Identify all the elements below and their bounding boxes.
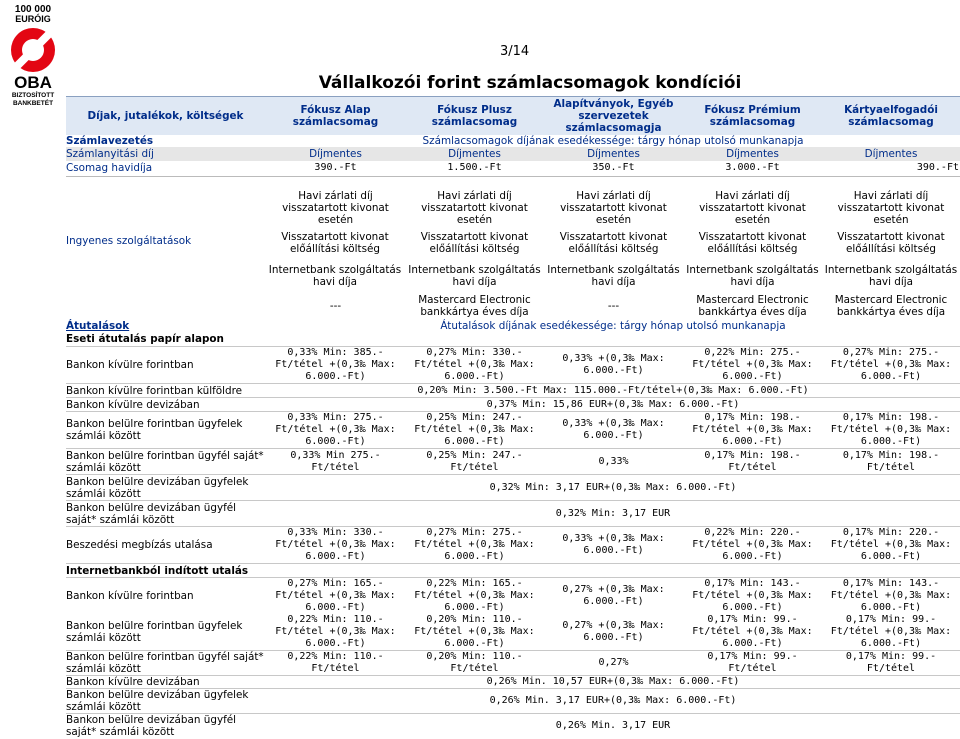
ingyenes-value: Internetbank szolgáltatás havi díja [824, 263, 958, 288]
row-value: 0,33% Min: 385.-Ft/tétel +(0,3‰ Max: 6.000.-Ft) [266, 347, 405, 384]
table-row [66, 347, 960, 384]
eseti-label: Eseti átutalás papír alapon [66, 333, 224, 346]
table-row [66, 676, 960, 689]
row-value: 0,25% Min: 247.-Ft/tétel +(0,3‰ Max: 6.000.-Ft) [405, 412, 544, 449]
header-col-5: Kártyaelfogadói számlacsomag [822, 97, 960, 135]
header-col-2: Fókusz Plusz számlacsomag [405, 97, 544, 135]
row-value: 0,27% Min: 330.-Ft/tétel +(0,3‰ Max: 6.000.-Ft) [405, 347, 544, 384]
row-value: 0,33% +(0,3‰ Max: 6.000.-Ft) [544, 347, 683, 384]
header-col-1: Fókusz Alap számlacsomag [266, 97, 405, 135]
ingyenes-value: Visszatartott kivonat előállítási költség [698, 230, 807, 255]
szamlanyitasi-value: Díjmentes [587, 147, 640, 160]
table-row [66, 651, 960, 676]
row-value: 0,37% Min: 15,86 EUR+(0,3‰ Max: 6.000.-Ft) [266, 398, 960, 412]
ingyenes-value: Havi zárlati díj visszatartott kivonat esetén [560, 189, 667, 226]
header-label: Díjak, jutalékok, költségek [66, 97, 266, 135]
row-value: 0,27% [544, 651, 683, 676]
csomag-value: 350.-Ft [592, 162, 635, 174]
row-label: Bankon kívülre forintban [66, 347, 266, 384]
row-value: 0,25% Min: 247.-Ft/tétel [405, 449, 544, 475]
row-value: 0,17% Min: 99.-Ft/tétel [683, 651, 822, 676]
row-value: 0,17% Min: 99.-Ft/tétel +(0,3‰ Max: 6.000.-Ft) [692, 614, 813, 649]
szamlanyitasi-value: Díjmentes [448, 147, 501, 160]
conditions-table [66, 96, 960, 739]
row-label: Bankon kívülre forintban [66, 578, 266, 615]
szamlavezetes-label: Számlavezetés [66, 134, 154, 147]
svg-text:BIZTOSÍTOTT: BIZTOSÍTOTT [11, 92, 55, 99]
row-value: 0,26% Min. 10,57 EUR+(0,3‰ Max: 6.000.-Ft) [266, 676, 960, 689]
row-label: Bankon belülre forintban ügyfelek számlái között [66, 620, 243, 644]
row-value: 0,32% Min: 3,17 EUR [266, 501, 960, 527]
table-row [66, 614, 960, 651]
row-value: 0,17% Min: 99.-Ft/tétel [822, 651, 960, 676]
szamlanyitasi-row [66, 147, 960, 161]
ingyenes-value: Havi zárlati díj visszatartott kivonat esetén [282, 189, 389, 226]
row-value: 0,20% Min: 110.-Ft/tétel +(0,3‰ Max: 6.000.-Ft) [414, 614, 535, 649]
row-label: Bankon belülre forintban ügyfél saját* számlái között [66, 449, 266, 475]
ingyenes-value: Visszatartott kivonat előállítási költség [559, 230, 668, 255]
row-label: Bankon belülre devizában ügyfelek számlái között [66, 689, 266, 714]
table-row [66, 384, 960, 398]
row-value: 0,27% +(0,3‰ Max: 6.000.-Ft) [562, 620, 665, 643]
ingyenes-value: Internetbank szolgáltatás havi díja [686, 263, 819, 288]
ingyenes-value: Internetbank szolgáltatás havi díja [408, 263, 541, 288]
row-value: 0,27% +(0,3‰ Max: 6.000.-Ft) [544, 578, 683, 615]
row-label: Bankon belülre devizában ügyfelek számlái között [66, 475, 266, 501]
row-value: 0,17% Min: 198.-Ft/tétel [822, 449, 960, 475]
szamlanyitasi-value: Díjmentes [309, 147, 362, 160]
atutalasok-row [66, 319, 960, 333]
ingyenes-value: --- [607, 299, 620, 312]
csomag-row [66, 161, 960, 177]
row-label: Bankon belülre forintban ügyfél saját* számlái között [66, 651, 266, 676]
row-value: 0,17% Min: 99.-Ft/tétel +(0,3‰ Max: 6.000.-Ft) [830, 614, 952, 649]
ingyenes-value: Internetbank szolgáltatás havi díja [268, 263, 402, 288]
row-value: 0,27% Min: 165.-Ft/tétel +(0,3‰ Max: 6.000.-Ft) [266, 578, 405, 615]
row-value: 0,20% Min: 110.-Ft/tétel [405, 651, 544, 676]
row-value: 0,26% Min. 3,17 EUR [266, 714, 960, 739]
row-value: 0,17% Min: 198.-Ft/tétel +(0,3‰ Max: 6.000.-Ft) [683, 412, 822, 449]
csomag-value: 390.-Ft [314, 162, 357, 174]
row-value: 0,33% +(0,3‰ Max: 6.000.-Ft) [544, 527, 683, 564]
row-label: Bankon belülre devizában ügyfél saját* számlái között [66, 714, 266, 739]
row-value: 0,27% Min: 275.-Ft/tétel +(0,3‰ Max: 6.000.-Ft) [822, 347, 960, 384]
szamlavezetes-row [66, 135, 960, 147]
table-row [66, 412, 960, 449]
row-value: 0,26% Min. 3,17 EUR+(0,3‰ Max: 6.000.-Ft) [266, 689, 960, 714]
row-label: Bankon belülre devizában ügyfél saját* számlái között [66, 501, 266, 527]
ingyenes-value: Visszatartott kivonat előállítási költség [281, 230, 389, 255]
row-value: 0,32% Min: 3,17 EUR+(0,3‰ Max: 6.000.-Ft) [266, 475, 960, 501]
oba-logo [0, 0, 66, 108]
row-value: 0,33% Min 275.-Ft/tétel [266, 449, 405, 475]
row-value: 0,20% Min: 3.500.-Ft Max: 115.000.-Ft/tétel+(0,3‰ Max: 6.000.-Ft) [266, 384, 960, 398]
row-value: 0,17% Min: 220.-Ft/tétel +(0,3‰ Max: 6.000.-Ft) [822, 527, 960, 564]
row-value: 0,22% Min: 275.-Ft/tétel +(0,3‰ Max: 6.000.-Ft) [683, 347, 822, 384]
ingyenes-value: Visszatartott kivonat előállítási költség [837, 230, 945, 255]
table-row [66, 449, 960, 475]
row-label: Bankon belülre forintban ügyfelek számlái között [66, 412, 266, 449]
ingyenes-row-4 [66, 293, 960, 319]
csomag-value: 1.500.-Ft [447, 162, 502, 174]
table-row [66, 689, 960, 714]
table-row [66, 398, 960, 412]
table-row [66, 714, 960, 739]
ingyenes-value: Mastercard Electronic bankkártya éves díja [418, 293, 531, 318]
row-value: 0,22% Min: 165.-Ft/tétel +(0,3‰ Max: 6.000.-Ft) [405, 578, 544, 615]
row-value: 0,17% Min: 198.-Ft/tétel [683, 449, 822, 475]
svg-text:BANKBETÉT: BANKBETÉT [12, 100, 54, 107]
row-value: 0,17% Min: 143.-Ft/tétel +(0,3‰ Max: 6.000.-Ft) [683, 578, 822, 615]
csomag-value: 390.-Ft [916, 162, 959, 174]
spacer-row [66, 177, 960, 189]
header-col-4: Fókusz Prémium számlacsomag [683, 97, 822, 135]
ingyenes-value: Mastercard Electronic bankkártya éves díja [834, 293, 948, 318]
table-row [66, 501, 960, 527]
page-title: Vállalkozói forint számlacsomagok kondíciói [318, 73, 742, 93]
row-value: 0,33% [544, 449, 683, 475]
table-row [66, 527, 960, 564]
ingyenes-value: Visszatartott kivonat előállítási költség [420, 230, 529, 255]
row-value: 0,33% Min: 330.-Ft/tétel +(0,3‰ Max: 6.000.-Ft) [266, 527, 405, 564]
row-value: 0,27% Min: 275.-Ft/tétel +(0,3‰ Max: 6.000.-Ft) [405, 527, 544, 564]
szamlanyitasi-value: Díjmentes [864, 147, 918, 160]
svg-text:100 000: 100 000 [14, 4, 52, 15]
row-value: 0,22% Min: 110.-Ft/tétel [266, 651, 405, 676]
szamlanyitasi-label: Számlanyitási díj [66, 147, 154, 160]
ingyenes-label: Ingyenes szolgáltatások [66, 234, 192, 247]
atutalasok-label: Átutalások [66, 319, 130, 332]
table-row [66, 578, 960, 615]
ingyenes-value: Havi zárlati díj visszatartott kivonat esetén [699, 189, 806, 226]
ingyenes-value: Internetbank szolgáltatás havi díja [547, 263, 680, 288]
row-value: 0,33% +(0,3‰ Max: 6.000.-Ft) [544, 412, 683, 449]
ingyenes-row-1 [66, 189, 960, 227]
ingyenes-value: Mastercard Electronic bankkártya éves díja [696, 293, 809, 318]
row-value: 0,22% Min: 110.-Ft/tétel +(0,3‰ Max: 6.000.-Ft) [275, 614, 396, 649]
row-label: Beszedési megbízás utalása [66, 527, 266, 564]
row-value: 0,17% Min: 198.-Ft/tétel +(0,3‰ Max: 6.000.-Ft) [822, 412, 960, 449]
internet-label: Internetbankból indított utalás [66, 564, 266, 578]
row-label: Bankon kívülre forintban külföldre [66, 384, 266, 398]
row-value: 0,22% Min: 220.-Ft/tétel +(0,3‰ Max: 6.000.-Ft) [683, 527, 822, 564]
page-number: 3/14 [500, 44, 530, 59]
csomag-label: Csomag havidíja [66, 162, 153, 175]
table-row [66, 475, 960, 501]
svg-text:OBA: OBA [14, 73, 52, 92]
row-label: Bankon kívülre devizában [66, 676, 266, 689]
atutalasok-note: Átutalások díjának esedékessége: tárgy hónap utolsó munkanapja [440, 319, 786, 332]
row-value: 0,17% Min: 143.-Ft/tétel +(0,3‰ Max: 6.000.-Ft) [822, 578, 960, 615]
szamlavezetes-note: Számlacsomagok díjának esedékessége: tárgy hónap utolsó munkanapja [422, 134, 804, 147]
svg-text:EURÓIG: EURÓIG [15, 14, 51, 24]
ingyenes-value: Havi zárlati díj visszatartott kivonat esetén [421, 189, 528, 226]
row-value: 0,33% Min: 275.-Ft/tétel +(0,3‰ Max: 6.000.-Ft) [266, 412, 405, 449]
csomag-value: 3.000.-Ft [725, 162, 780, 174]
internet-row [66, 564, 960, 578]
ingyenes-value: --- [329, 299, 342, 312]
header-col-3: Alapítványok, Egyéb szervezetek számlacsomagja [544, 97, 683, 135]
row-label: Bankon kívülre devizában [66, 398, 266, 412]
eseti-row [66, 333, 960, 347]
header-row [66, 97, 960, 135]
szamlanyitasi-value: Díjmentes [726, 147, 779, 160]
ingyenes-value: Havi zárlati díj visszatartott kivonat esetén [837, 189, 945, 226]
